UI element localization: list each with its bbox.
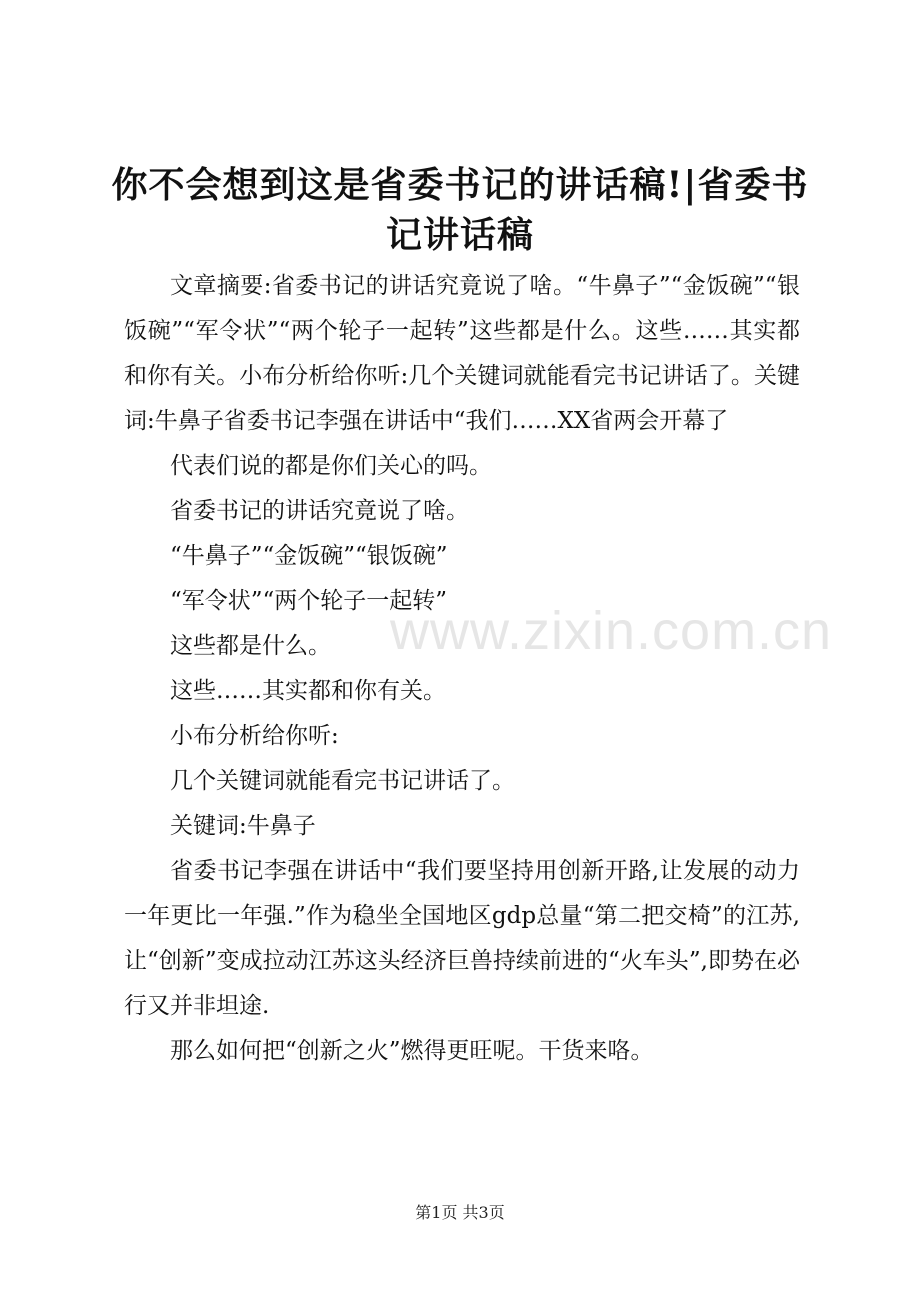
paragraph: “牛鼻子”“金饭碗”“银饭碗” xyxy=(170,543,448,569)
paragraph: 几个关键词就能看完书记讲话了。 xyxy=(170,768,515,794)
watermark: www.zixin.com.cn xyxy=(390,601,833,661)
paragraph: 省委书记的讲话究竟说了啥。 xyxy=(170,498,469,524)
document-body xyxy=(124,264,800,1074)
paragraph: “军令状”“两个轮子一起转” xyxy=(170,588,448,614)
paragraph: 那么如何把“创新之火”燃得更旺呢。干货来咯。 xyxy=(170,1038,654,1064)
document-title: 你不会想到这是省委书记的讲话稿!|省委书记讲话稿 xyxy=(111,164,809,256)
paragraph-abstract: 文章摘要:省委书记的讲话究竟说了啥。“牛鼻子”“金饭碗”“银饭碗”“军令状”“两个轮子一起转”这些都是什么。这些……其实都和你有关。小布分析给你听:几个关键词就能看完书记讲话了。关键词:牛鼻子省委书记李强在讲话中“我们……XX省两会开幕了 xyxy=(124,273,800,434)
paragraph: 小布分析给你听: xyxy=(170,723,339,749)
paragraph: 这些都是什么。 xyxy=(170,633,331,659)
paragraph: 省委书记李强在讲话中“我们要坚持用创新开路,让发展的动力一年更比一年强.”作为稳坐全国地区gdp总量“第二把交椅”的江苏,让“创新”变成拉动江苏这头经济巨兽持续前进的“火车头”,即势在必行又并非坦途. xyxy=(124,858,800,1019)
paragraph-keyword: 关键词:牛鼻子 xyxy=(170,813,316,839)
paragraph: 代表们说的都是你们关心的吗。 xyxy=(170,453,492,479)
page-footer: 第1页 共3页 xyxy=(415,1203,505,1222)
paragraph: 这些……其实都和你有关。 xyxy=(170,678,446,704)
